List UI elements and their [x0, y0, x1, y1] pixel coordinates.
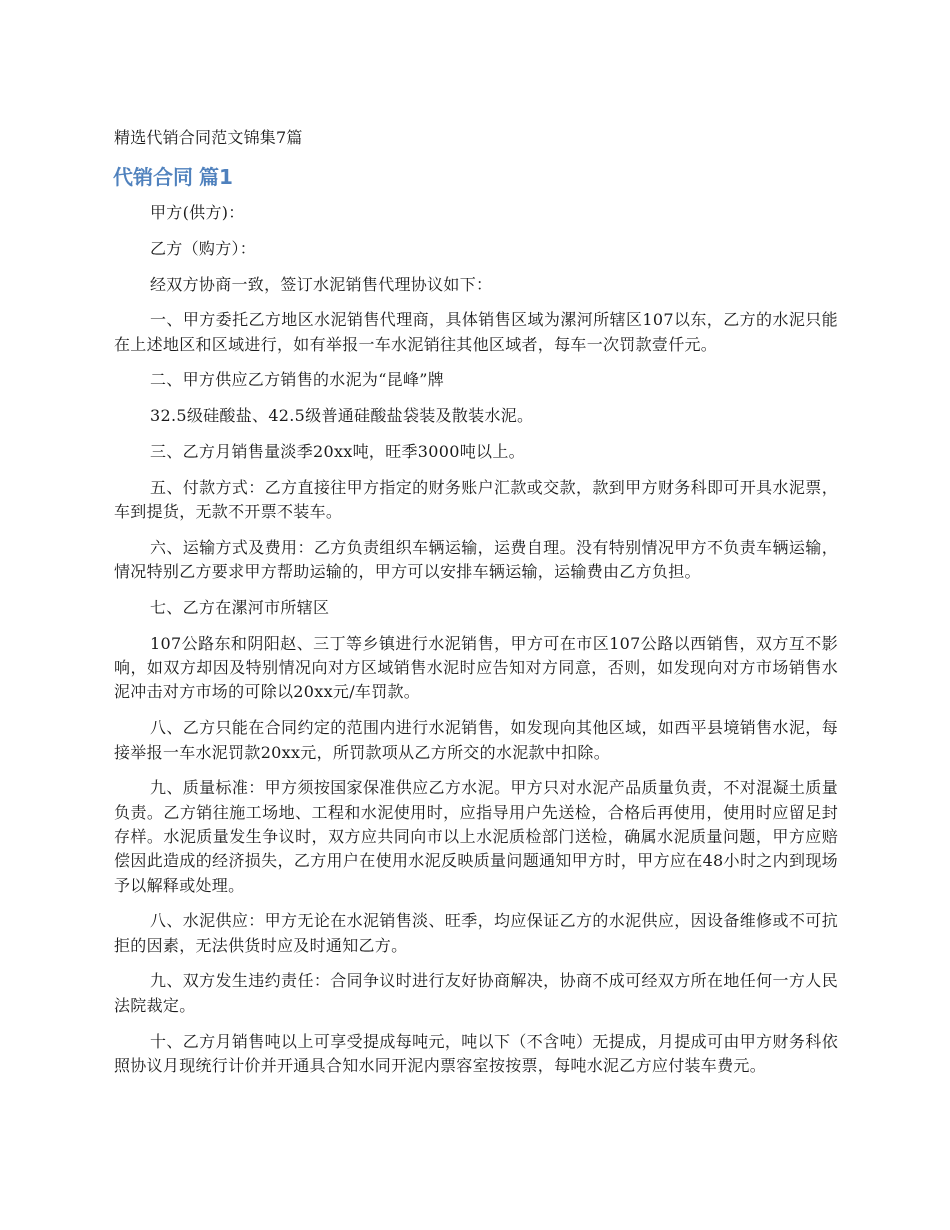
document-title: 精选代销合同范文锦集7篇: [114, 128, 303, 147]
paragraph-clause-10: 十、乙方月销售吨以上可享受提成每吨元，吨以下（不含吨）无提成，月提成可由甲方财务科依照协议月现统行计价并开通具合知水同开泥内票容室按按票，每吨水泥乙方应付装车费元。: [114, 1031, 838, 1075]
paragraph-clause-8: 八、乙方只能在合同约定的范围内进行水泥销售，如发现向其他区域，如西平县境销售水泥，每接举报一车水泥罚款20xx元，所罚款项从乙方所交的水泥款中扣除。: [114, 718, 838, 762]
section-number: 篇1: [199, 165, 233, 189]
paragraph-clause-8-supply: 八、水泥供应：甲方无论在水泥销售淡、旺季，均应保证乙方的水泥供应，因设备维修或不可抗拒的因素，无法供货时应及时通知乙方。: [114, 911, 838, 955]
paragraph-clause-2-detail: 32.5级硅酸盐、42.5级普通硅酸盐袋装及散装水泥。: [150, 406, 534, 426]
paragraph-agreement-intro: 经双方协商一致，签订水泥销售代理协议如下：: [150, 274, 493, 294]
paragraph-clause-6: 六、运输方式及费用：乙方负责组织车辆运输，运费自理。没有特别情况甲方不负责车辆运输，情况特别乙方要求甲方帮助运输的，甲方可以安排车辆运输，运输费由乙方负担。: [114, 537, 838, 582]
section-heading-text: 代销合同: [113, 165, 193, 189]
paragraph-clause-1: 一、甲方委托乙方地区水泥销售代理商，具体销售区域为漯河所辖区107以东，乙方的水泥只能在上述地区和区域进行，如有举报一车水泥销往其他区域者，每车一次罚款壹仟元。: [114, 310, 838, 354]
paragraph-party-b: 乙方（购方）：: [150, 238, 257, 258]
paragraph-clause-7: 七、乙方在漯河市所辖区: [150, 598, 330, 618]
paragraph-clause-9-breach: 九、双方发生违约责任：合同争议时进行友好协商解决，协商不成可经双方所在地任何一方人民法院裁定。: [114, 971, 838, 1015]
paragraph-party-a: 甲方(供方)：: [150, 203, 245, 222]
paragraph-clause-2: 二、甲方供应乙方销售的水泥为“昆峰”牌: [150, 370, 445, 390]
document-body: [114, 201, 838, 1090]
paragraph-clause-5: 五、付款方式：乙方直接往甲方指定的财务账户汇款或交款，款到甲方财务科即可开具水泥票，车到提货，无款不开票不装车。: [114, 477, 838, 522]
section-heading: [113, 162, 233, 192]
paragraph-clause-7-detail: 107公路东和阴阳赵、三丁等乡镇进行水泥销售，甲方可在市区107公路以西销售，双方互不影响，如双方却因及特别情况向对方区域销售水泥时应告知对方同意，否则，如发现向对方市场销售水泥冲击对方市场的可除以20xx元/车罚款。: [114, 633, 838, 702]
paragraph-clause-9: 九、质量标准：甲方须按国家保准供应乙方水泥。甲方只对水泥产品质量负责，不对混凝土质量负责。乙方销往施工场地、工程和水泥使用时，应指导用户先送检，合格后再使用，使用时应留足封存样。水泥质量发生争议时，双方应共同向市以上水泥质检部门送检，确属水泥质量问题，甲方应赔偿因此造成的经济损失，乙方用户在使用水泥反映质量问题通知甲方时，甲方应在48小时之内到现场予以解释或处理。: [114, 778, 838, 895]
paragraph-clause-3: 三、乙方月销售量淡季20xx吨，旺季3000吨以上。: [150, 442, 525, 462]
